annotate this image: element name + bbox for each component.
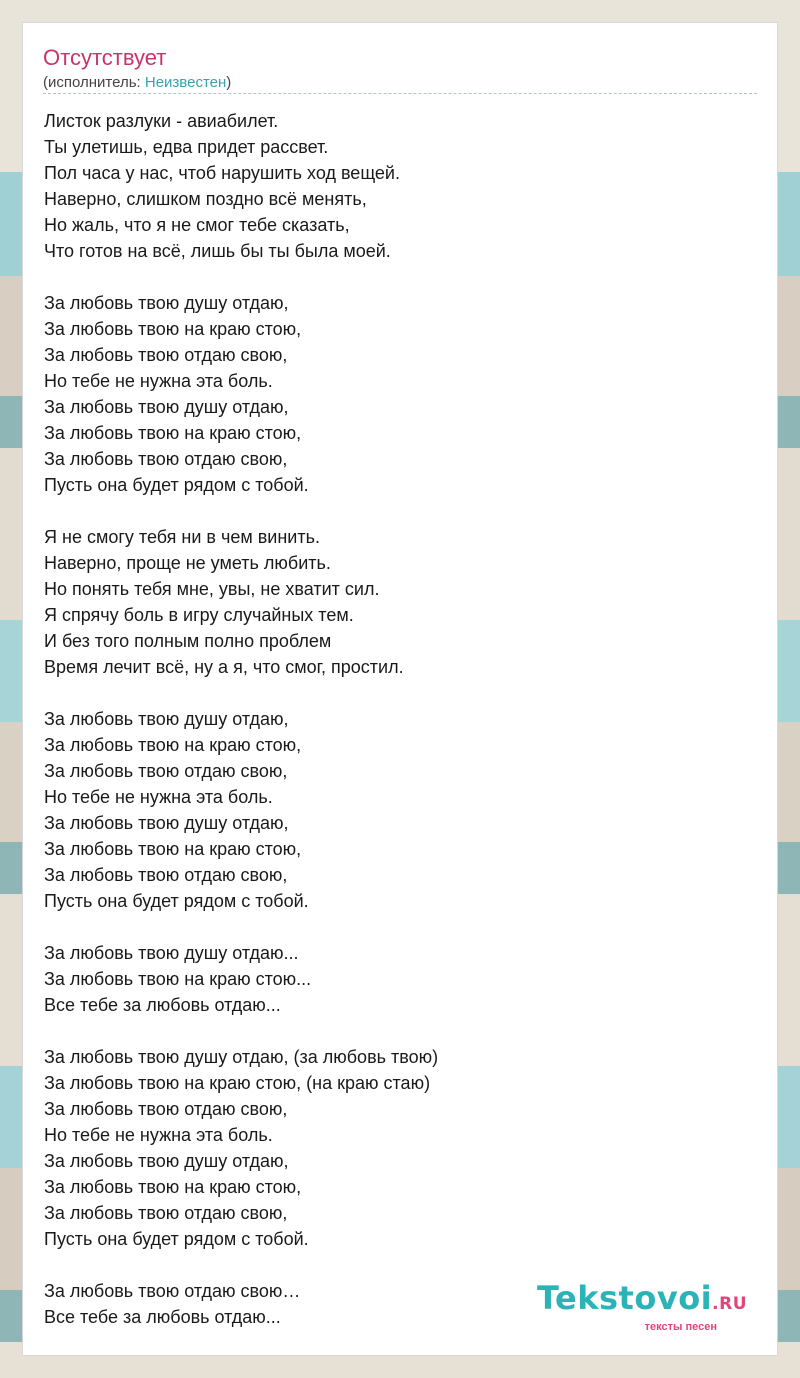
lyrics-line: Но тебе не нужна эта боль. bbox=[44, 787, 273, 807]
lyrics-line: Но тебе не нужна эта боль. bbox=[44, 1125, 273, 1145]
lyrics-line: За любовь твою на краю стою, bbox=[44, 839, 302, 859]
lyrics-line: За любовь твою душу отдаю... bbox=[44, 943, 299, 963]
lyrics-line: За любовь твою на краю стою, bbox=[44, 1177, 302, 1197]
lyrics-line: За любовь твою на краю стою, bbox=[44, 735, 302, 755]
lyrics-stanza bbox=[44, 1278, 438, 1330]
lyrics-line: За любовь твою отдаю свою, bbox=[44, 449, 288, 469]
lyrics-line: За любовь твою душу отдаю, bbox=[44, 397, 289, 417]
lyrics-line: За любовь твою на краю стою, (на краю стаю) bbox=[44, 1073, 431, 1093]
lyrics-line: За любовь твою душу отдаю, bbox=[44, 1151, 289, 1171]
artist-prefix: (исполнитель: bbox=[43, 74, 145, 91]
lyrics-text bbox=[44, 108, 438, 1330]
lyrics-stanza bbox=[44, 108, 438, 264]
lyrics-line: Что готов на всё, лишь бы ты была моей. bbox=[44, 241, 391, 261]
lyrics-line: Я не смогу тебя ни в чем винить. bbox=[44, 527, 320, 547]
artist-line bbox=[43, 74, 231, 91]
site-logo[interactable] bbox=[537, 1281, 747, 1333]
artist-link[interactable]: Неизвестен bbox=[144, 74, 227, 91]
lyrics-line: За любовь твою отдаю свою… bbox=[44, 1281, 301, 1301]
lyrics-line: За любовь твою душу отдаю, bbox=[44, 293, 289, 313]
lyrics-card bbox=[22, 22, 778, 1356]
lyrics-line: Ты улетишь, едва придет рассвет. bbox=[44, 137, 329, 157]
lyrics-line: Наверно, слишком поздно всё менять, bbox=[44, 189, 367, 209]
lyrics-line: Я спрячу боль в игру случайных тем. bbox=[44, 605, 354, 625]
logo-tagline: тексты песен bbox=[644, 1321, 717, 1333]
lyrics-line: Пусть она будет рядом с тобой. bbox=[44, 475, 309, 495]
lyrics-line: За любовь твою на краю стою, bbox=[44, 423, 302, 443]
lyrics-line: За любовь твою на краю стою, bbox=[44, 319, 302, 339]
lyrics-line: Пол часа у нас, чтоб нарушить ход вещей. bbox=[44, 163, 400, 183]
lyrics-line: За любовь твою отдаю свою, bbox=[44, 1099, 288, 1119]
lyrics-line: Время лечит всё, ну а я, что смог, простил. bbox=[44, 657, 404, 677]
lyrics-stanza bbox=[44, 940, 438, 1018]
logo-text: Tekstovoi bbox=[536, 1279, 713, 1317]
lyrics-line: Пусть она будет рядом с тобой. bbox=[44, 891, 309, 911]
lyrics-line: За любовь твою отдаю свою, bbox=[44, 1203, 288, 1223]
header-divider bbox=[43, 93, 757, 94]
lyrics-line: За любовь твою душу отдаю, bbox=[44, 813, 289, 833]
lyrics-line: Но понять тебя мне, увы, не хватит сил. bbox=[44, 579, 380, 599]
lyrics-line: За любовь твою отдаю свою, bbox=[44, 345, 288, 365]
lyrics-stanza bbox=[44, 1044, 438, 1252]
lyrics-line: Но жаль, что я не смог тебе сказать, bbox=[44, 215, 350, 235]
lyrics-stanza bbox=[44, 524, 438, 680]
lyrics-line: Листок разлуки - авиабилет. bbox=[44, 111, 279, 131]
artist-suffix: ) bbox=[226, 74, 232, 91]
lyrics-line: Все тебе за любовь отдаю... bbox=[44, 995, 281, 1015]
lyrics-line: За любовь твою отдаю свою, bbox=[44, 761, 288, 781]
lyrics-line: За любовь твою душу отдаю, bbox=[44, 709, 289, 729]
lyrics-line: За любовь твою отдаю свою, bbox=[44, 865, 288, 885]
lyrics-stanza bbox=[44, 706, 438, 914]
lyrics-line: За любовь твою на краю стою... bbox=[44, 969, 312, 989]
logo-tld: .RU bbox=[712, 1294, 747, 1314]
lyrics-line: И без того полным полно проблем bbox=[44, 631, 332, 651]
lyrics-line: Пусть она будет рядом с тобой. bbox=[44, 1229, 309, 1249]
lyrics-line: Наверно, проще не уметь любить. bbox=[44, 553, 331, 573]
lyrics-line: Все тебе за любовь отдаю... bbox=[44, 1307, 281, 1327]
lyrics-line: Но тебе не нужна эта боль. bbox=[44, 371, 273, 391]
lyrics-stanza bbox=[44, 290, 438, 498]
lyrics-line: За любовь твою душу отдаю, (за любовь твою) bbox=[44, 1047, 439, 1067]
song-title: Отсутствует bbox=[43, 45, 167, 70]
